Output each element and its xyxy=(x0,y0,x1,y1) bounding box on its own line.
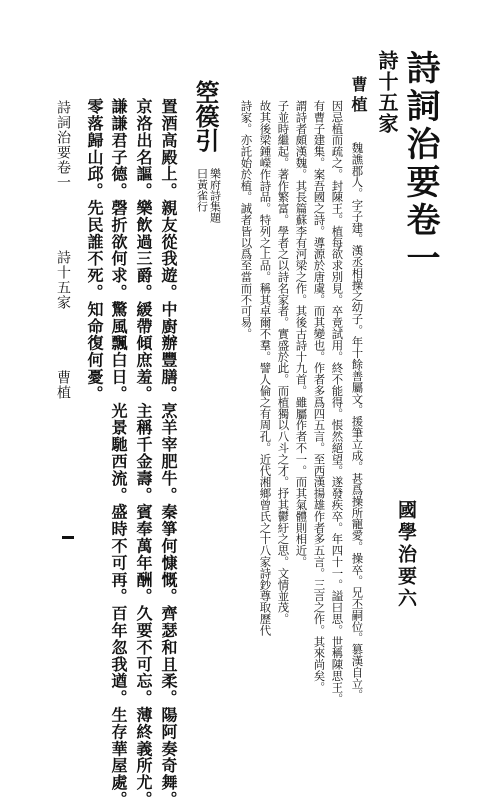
section-heading: 詩十五家 xyxy=(375,50,399,134)
poem-line-2: 京洛出名謳。樂飲過三爵。緩帶傾庶羞。主稱千金壽。賓奉萬年酬。久要不可忘。薄終義所尤。 xyxy=(134,98,153,808)
footer-author: 曹植 xyxy=(55,370,71,400)
biography-line-6: 故其後梁鍾嶸作詩品。特列之上品。稱其卓爾不羣。譬人倫之有周孔。近代湘鄉曾氏之十八家詩鈔尊取歷代 xyxy=(258,100,273,636)
poem-line-1: 置酒高殿上。親友從我遊。中廚辦豐膳。烹羊宰肥牛。秦箏何慷慨。齊瑟和且柔。陽阿奏奇舞。 xyxy=(159,98,178,808)
biography-line-7: 詩家。亦託始於植。誠者皆以爲至當而不可易。 xyxy=(239,100,254,340)
page-footer xyxy=(56,100,70,400)
biography-line-4: 謂詩者頗漢魏。其長篇蘇李有河梁之作。其後古詩十九首。雖屬作者不一。而其氣體則相近。 xyxy=(294,100,309,568)
footer-section: 詩十五家 xyxy=(55,250,71,310)
poem-title: 箜篌引 xyxy=(191,80,220,152)
poem-line-4: 零落歸山邱。先民誰不死。知命復何憂。 xyxy=(85,98,104,403)
biography-line-3: 有曹子建集。案吾國之詩。導源於唐虞。而其變也。作者多爲四五言。至西漢揚雄作者多五言。三言之作。其來尚矣。 xyxy=(312,100,327,693)
book-title: 詩詞治要卷一 xyxy=(400,50,440,278)
author-name: 曹植 xyxy=(349,76,368,116)
footer-volume: 詩詞治要卷一 xyxy=(55,100,71,190)
poem-source-note-left: 曰黃雀行 xyxy=(195,168,209,212)
series-title: 國學治要六 xyxy=(395,500,417,610)
page-number-dash xyxy=(62,536,74,539)
biography-line-2: 因忌植而疏之。封陳王。植每欲求別見。卒竟試用。終不能得。悵然絕望。遂發疾卒。年四十一。謚曰思。世稱陳思王。 xyxy=(330,100,345,705)
poem-source-note-right: 樂府詩集題 xyxy=(208,168,222,223)
biography-line-1: 魏譙郡人。字子建。漢丞相操之幼子。年十餘善屬文。援筆立成。甚爲操所寵愛。操卒。兄丕嗣位。篡漢自立。 xyxy=(350,142,365,701)
poem-line-3: 謙謙君子德。磬折欲何求。驚風飄白日。光景馳西流。盛時不可再。百年忽我遒。生存華屋處。 xyxy=(109,98,128,808)
biography-line-5: 子並時繼起。著作繁富。學者之以詩名家者。實盛於此。而植獨以八斗之才。抒其鬱紆之思。文情並茂。 xyxy=(276,100,291,625)
